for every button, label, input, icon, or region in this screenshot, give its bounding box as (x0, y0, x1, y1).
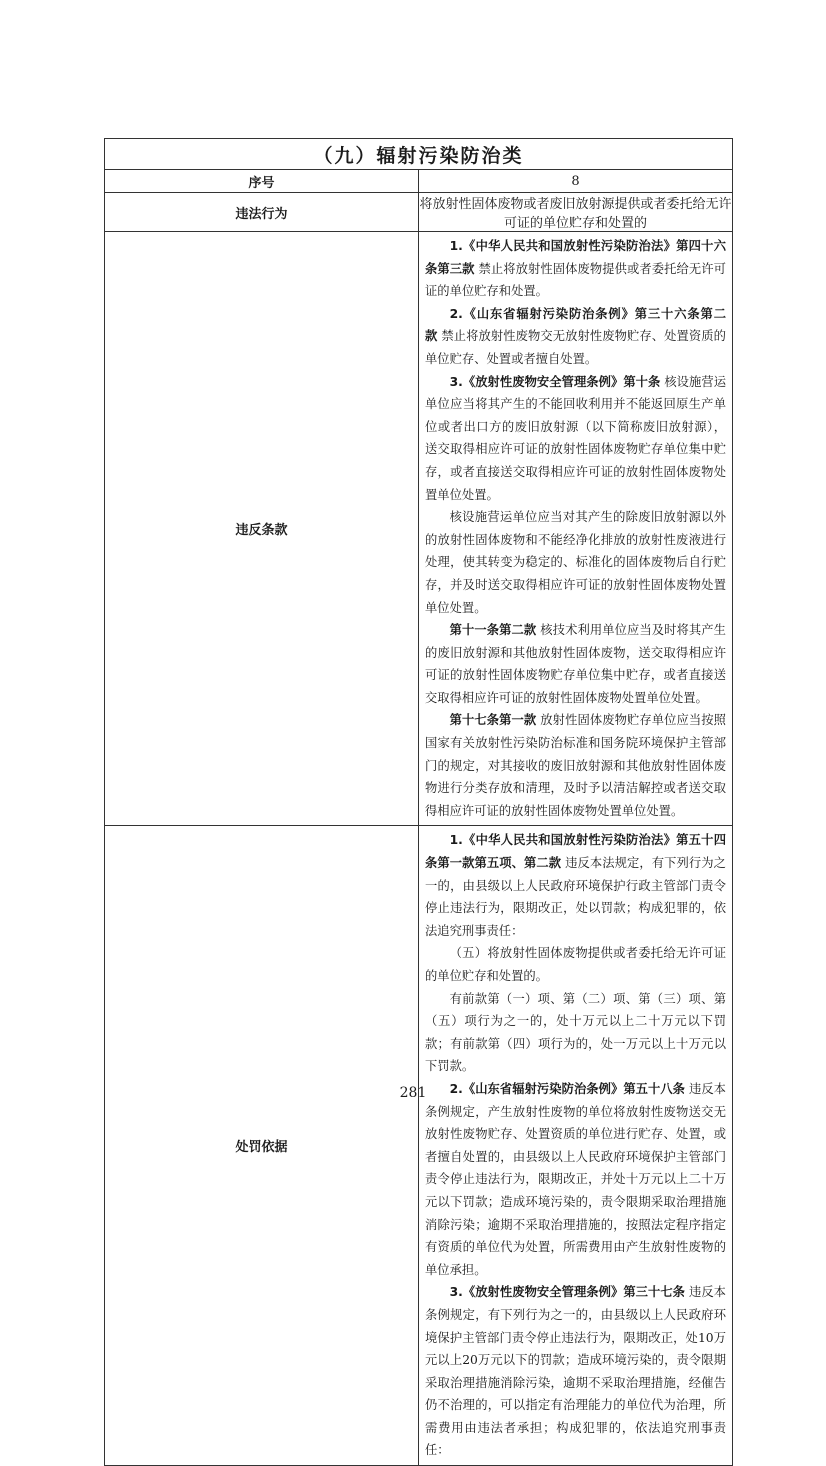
seq-label: 序号 (105, 170, 419, 193)
penalty-text (419, 826, 733, 1466)
page-number: 281 (399, 1085, 427, 1101)
violation-value: 将放射性固体废物或者废旧放射源提供或者委托给无许可证的单位贮存和处置的 (419, 193, 733, 232)
penalty-paragraph: 有前款第（一）项、第（二）项、第（三）项、第（五）项行为之一的，处十万元以上二十万元以下罚款；有前款第（四）项行为的，处一万元以上十万元以下罚款。 (425, 991, 726, 1074)
clause-paragraph: 2.《山东省辐射污染防治条例》第三十六条第二款 禁止将放射性废物交无放射性废物贮存、处置资质的单位贮存、处置或者擅自处置。 (425, 306, 726, 366)
clause-text (419, 232, 733, 826)
penalty-paragraph: 2.《山东省辐射污染防治条例》第五十八条 违反本条例规定，产生放射性废物的单位将放射性废物送交无放射性废物贮存、处置资质的单位进行贮存、处置，或者擅自处置的，由县级以上人民政府环境保护主管部门责令停止违法行为，限期改正，并处十万元以上二十万元以下罚款；造成环境污染的，责令限期采取治理措施消除污染；逾期不采取治理措施的，按照法定程序指定有资质的单位代为处置，所需费用由产生放射性废物的单位承担。 (425, 1081, 726, 1277)
table-title: （九）辐射污染防治类 (105, 139, 733, 170)
penalty-paragraph: 1.《中华人民共和国放射性污染防治法》第五十四条第一款第五项、第二款 违反本法规定，有下列行为之一的，由县级以上人民政府环境保护行政主管部门责令停止违法行为，限期改正，处以罚款；构成犯罪的，依法追究刑事责任： (425, 833, 726, 938)
penalty-label: 处罚依据 (105, 826, 419, 1466)
penalty-paragraph: 3.《放射性废物安全管理条例》第三十七条 违反本条例规定，有下列行为之一的，由县级以上人民政府环境保护主管部门责令停止违法行为，限期改正，处10万元以上20万元以下的罚款；造成环境污染的，责令限期采取治理措施消除污染，逾期不采取治理措施，经催告仍不治理的，可以指定有治理能力的单位代为治理，所需费用由违法者承担；构成犯罪的，依法追究刑事责任： (425, 1285, 726, 1458)
clause-paragraph: 1.《中华人民共和国放射性污染防治法》第四十六条第三款 禁止将放射性固体废物提供或者委托给无许可证的单位贮存和处置。 (425, 239, 726, 299)
violation-label: 违法行为 (105, 193, 419, 232)
regulation-table (104, 138, 733, 1466)
clause-paragraph: 第十七条第一款 放射性固体废物贮存单位应当按照国家有关放射性污染防治标准和国务院环境保护主管部门的规定，对其接收的废旧放射源和其他放射性固体废物进行分类存放和清理，及时予以清洁解控或者送交取得相应许可证的放射性固体废物处置单位处置。 (425, 713, 726, 818)
clause-paragraph: 3.《放射性废物安全管理条例》第十条 核设施营运单位应当将其产生的不能回收利用并不能返回原生产单位或者出口方的废旧放射源（以下简称废旧放射源），送交取得相应许可证的放射性固体废物贮存单位集中贮存，或者直接送交取得相应许可证的放射性固体废物处置单位处置。 (425, 374, 726, 502)
clause-label: 违反条款 (105, 232, 419, 826)
clause-paragraph: 核设施营运单位应当对其产生的除废旧放射源以外的放射性固体废物和不能经净化排放的放射性废液进行处理，使其转变为稳定的、标准化的固体废物后自行贮存，并及时送交取得相应许可证的放射性固体废物处置单位处置。 (425, 510, 726, 615)
seq-value: 8 (419, 170, 733, 193)
clause-paragraph: 第十一条第二款 核技术利用单位应当及时将其产生的废旧放射源和其他放射性固体废物，送交取得相应许可证的放射性固体废物贮存单位集中贮存，或者直接送交取得相应许可证的放射性固体废物处置单位处置。 (425, 623, 726, 705)
penalty-paragraph: （五）将放射性固体废物提供或者委托给无许可证的单位贮存和处置的。 (425, 946, 726, 983)
